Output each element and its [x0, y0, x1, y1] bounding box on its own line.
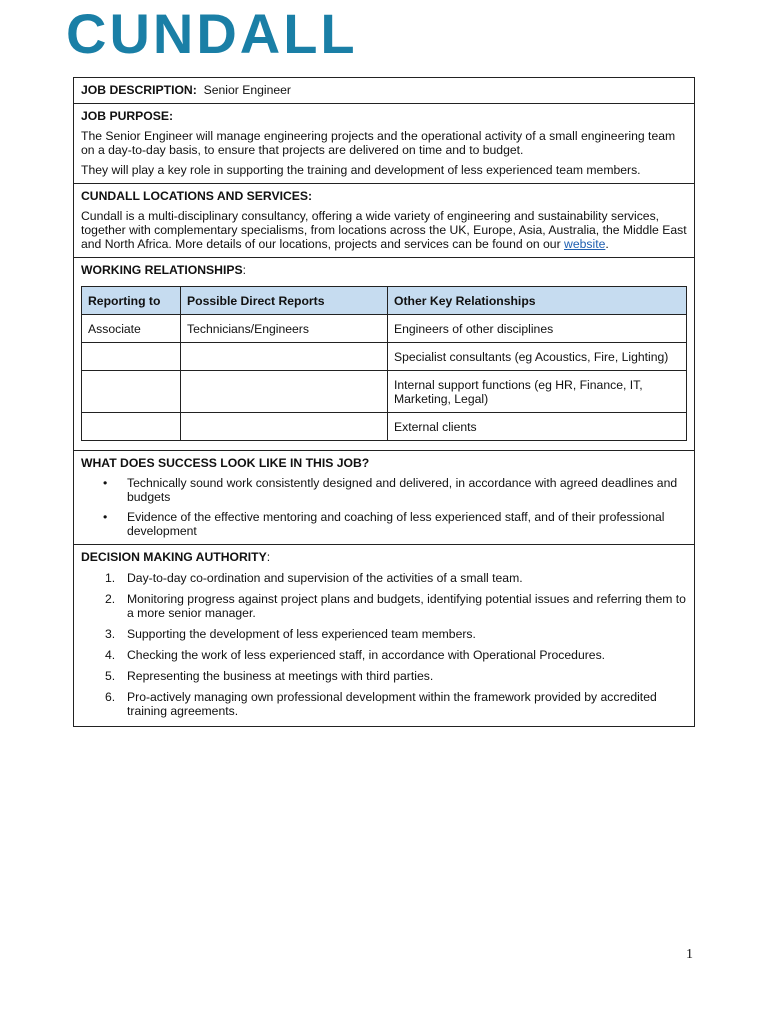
- working-relationships-colon: :: [242, 263, 246, 277]
- table-row: [82, 413, 687, 441]
- column-header-key-relationships: Other Key Relationships: [388, 287, 687, 315]
- locations-heading: CUNDALL LOCATIONS AND SERVICES:: [81, 189, 313, 203]
- table-cell: Associate: [82, 315, 181, 343]
- table-row: [82, 371, 687, 413]
- list-number: 2.: [105, 592, 116, 606]
- cundall-logo: CUNDALL: [66, 2, 358, 65]
- list-item: • Technically sound work consistently designed and delivered, in accordance with agreed deadlines and budgets: [81, 476, 687, 504]
- list-number: 6.: [105, 690, 116, 704]
- list-text: Checking the work of less experienced staff, in accordance with Operational Procedures.: [127, 648, 606, 662]
- job-title-row: [74, 78, 695, 104]
- table-cell: [181, 371, 388, 413]
- table-cell: Technicians/Engineers: [181, 315, 388, 343]
- list-number: 3.: [105, 627, 116, 641]
- list-text: Day-to-day co-ordination and supervision of the activities of a small team.: [127, 571, 523, 585]
- decision-list: [81, 571, 687, 718]
- list-text: Monitoring progress against project plans and budgets, identifying potential issues and referring them to a more senior manager.: [127, 592, 686, 620]
- working-relationships-section: [74, 258, 695, 451]
- list-item: [81, 669, 687, 683]
- job-purpose-section: [74, 104, 695, 184]
- table-cell: [181, 343, 388, 371]
- locations-text: Cundall is a multi-disciplinary consultancy, offering a wide variety of engineering and sustainability services, together with complementary specialisms, from locations across the UK, Europe, Asia, Australia, the Middle East and North Africa. More details of our locations, projects and services can be found on our: [81, 209, 687, 251]
- list-text: Pro-actively managing own professional development within the framework provided by accredited training agreements.: [127, 690, 657, 718]
- job-description-label: JOB DESCRIPTION:: [81, 83, 197, 97]
- list-text: Representing the business at meetings with third parties.: [127, 669, 434, 683]
- table-cell: Internal support functions (eg HR, Finance, IT, Marketing, Legal): [388, 371, 687, 413]
- list-text: Supporting the development of less experienced team members.: [127, 627, 476, 641]
- job-purpose-paragraph: They will play a key role in supporting the training and development of less experienced team members.: [81, 163, 641, 177]
- list-item: [81, 690, 687, 718]
- list-item: [81, 571, 687, 585]
- table-cell: [181, 413, 388, 441]
- locations-section: [74, 184, 695, 258]
- list-number: 5.: [105, 669, 116, 683]
- table-row: [82, 343, 687, 371]
- column-header-direct-reports: Possible Direct Reports: [181, 287, 388, 315]
- job-purpose-paragraph: The Senior Engineer will manage engineering projects and the operational activity of a small engineering team on a day-to-day basis, to ensure that projects are delivered on time and to budget.: [81, 129, 676, 157]
- table-cell: Specialist consultants (eg Acoustics, Fire, Lighting): [388, 343, 687, 371]
- job-purpose-heading: JOB PURPOSE:: [81, 109, 174, 123]
- decision-heading-line: [81, 550, 687, 564]
- working-relationships-header-row: [82, 287, 687, 315]
- list-item: [81, 592, 687, 620]
- table-cell: [82, 413, 181, 441]
- locations-paragraph: [81, 209, 687, 251]
- job-description-table: [73, 77, 695, 727]
- table-cell: Engineers of other disciplines: [388, 315, 687, 343]
- list-number: 1.: [105, 571, 116, 585]
- table-cell: [82, 371, 181, 413]
- working-relationships-heading-line: [81, 263, 687, 277]
- page-number: 1: [686, 947, 693, 962]
- success-heading: WHAT DOES SUCCESS LOOK LIKE IN THIS JOB?: [81, 456, 370, 470]
- list-item: [81, 627, 687, 641]
- working-relationships-heading: WORKING RELATIONSHIPS: [81, 263, 243, 277]
- decision-section: [74, 545, 695, 727]
- job-title: Senior Engineer: [203, 83, 291, 97]
- decision-heading: DECISION MAKING AUTHORITY: [81, 550, 267, 564]
- list-number: 4.: [105, 648, 116, 662]
- table-row: [82, 315, 687, 343]
- column-header-reporting-to: Reporting to: [82, 287, 181, 315]
- working-relationships-table: [81, 286, 687, 441]
- decision-colon: :: [266, 550, 271, 564]
- table-cell: External clients: [388, 413, 687, 441]
- list-item: [81, 648, 687, 662]
- success-section: [74, 451, 695, 545]
- locations-text-end: .: [605, 237, 609, 251]
- table-cell: [82, 343, 181, 371]
- success-list: [81, 476, 687, 538]
- list-item: • Evidence of the effective mentoring and coaching of less experienced staff, and of their professional development: [81, 510, 687, 538]
- website-link[interactable]: website: [564, 237, 606, 251]
